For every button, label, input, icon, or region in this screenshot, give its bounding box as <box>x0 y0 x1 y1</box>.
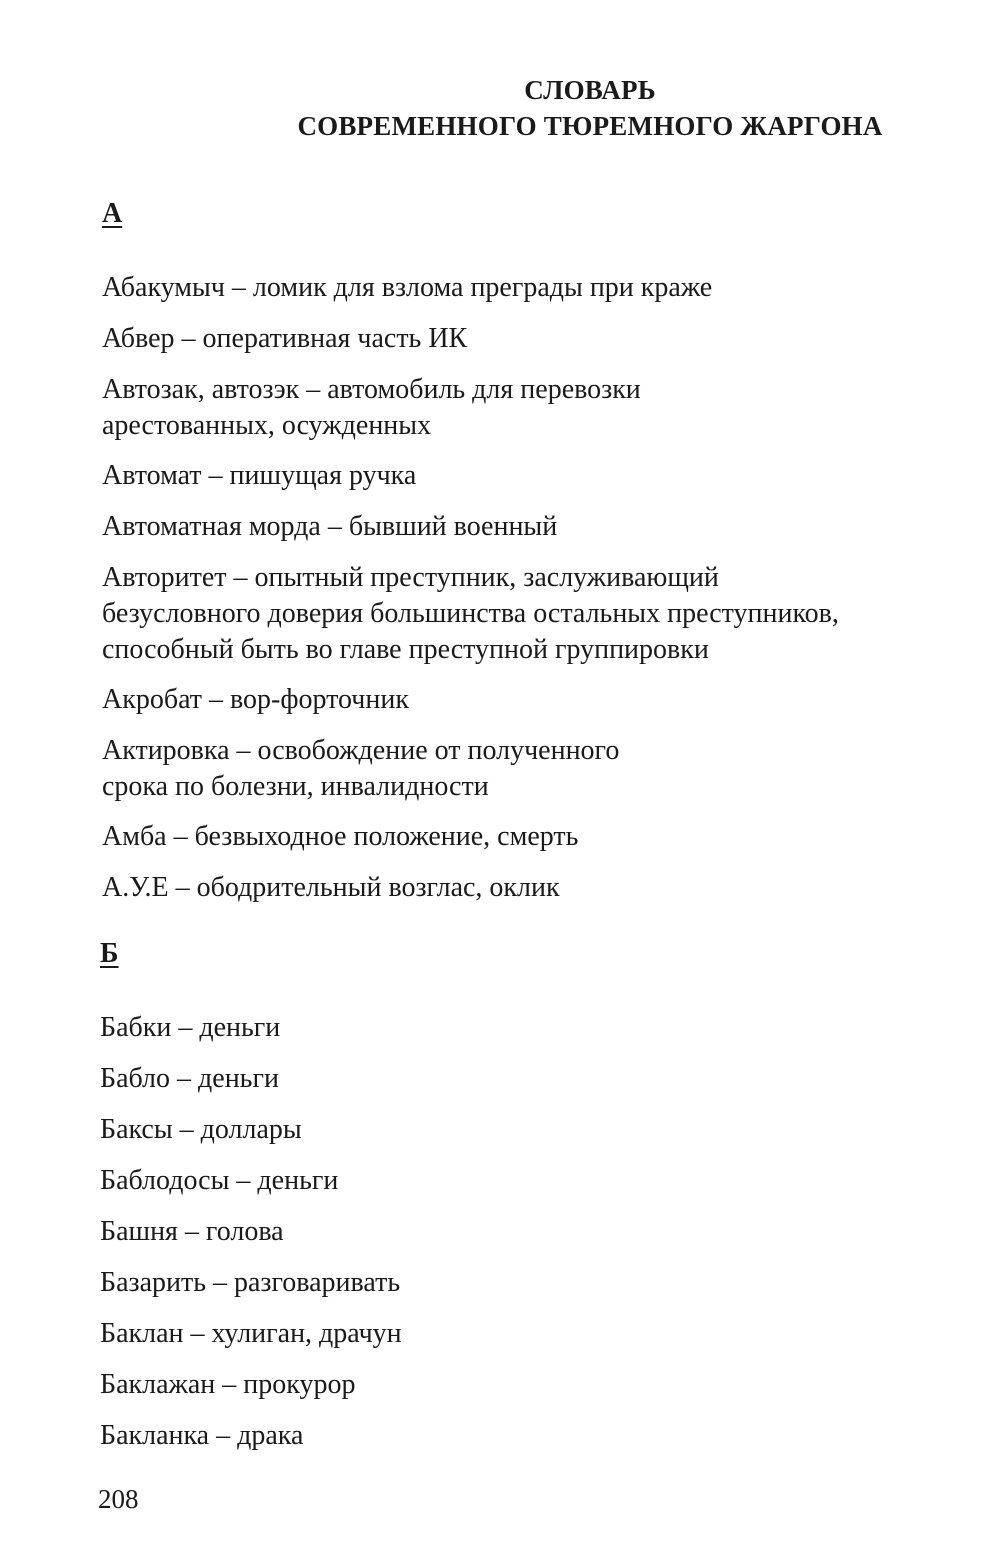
entry-abakumych <box>102 270 712 306</box>
entry-line: Абакумыч – ломик для взлома преграды при краже <box>102 272 713 303</box>
page-number: 208 <box>98 1484 139 1514</box>
entry-line: Автоматная морда – бывший военный <box>102 511 558 542</box>
entry-line: Башня – голова <box>100 1216 284 1247</box>
entry-line: способный быть во главе преступной группировки <box>102 634 709 665</box>
entry-akrobat <box>102 682 409 718</box>
entry-line: Бабло – деньги <box>100 1063 279 1094</box>
entry-avtomat <box>102 458 416 494</box>
entry-avtomatnaya-morda <box>102 509 557 545</box>
entry-aktirovka <box>102 733 619 805</box>
entry-abver <box>102 321 467 357</box>
title-line-1: СЛОВАРЬ <box>524 75 656 105</box>
entry-line: Базарить – разговаривать <box>100 1267 401 1298</box>
entry-bashnya <box>100 1214 284 1250</box>
entry-line: Авторитет – опытный преступник, заслуживающий <box>102 562 719 593</box>
entry-line: Бабки – деньги <box>100 1012 281 1043</box>
entry-line: Автозак, автозэк – автомобиль для перевозки <box>102 374 641 405</box>
entry-line: Акробат – вор-форточник <box>102 684 409 715</box>
entry-amba <box>102 819 578 855</box>
entry-line: Баклажан – прокурор <box>100 1369 356 1400</box>
section-heading-a: А <box>102 198 123 229</box>
entry-baksy <box>100 1112 302 1148</box>
entry-line: безусловного доверия большинства остальных преступников, <box>102 598 839 629</box>
entry-baklan <box>100 1316 402 1352</box>
entry-babki <box>100 1010 280 1046</box>
entry-line: Бакланка – драка <box>100 1420 304 1451</box>
entry-avtoritet <box>102 560 839 668</box>
entry-bazarit <box>100 1265 400 1301</box>
entry-line: срока по болезни, инвалидности <box>102 771 489 802</box>
entry-line: Баклан – хулиган, драчун <box>100 1318 402 1349</box>
entry-line: Баблодосы – деньги <box>100 1165 339 1196</box>
entry-line: Автомат – пишущая ручка <box>102 460 417 491</box>
entry-line: Абвер – оперативная часть ИК <box>102 323 468 354</box>
entry-baklanka <box>100 1418 303 1454</box>
entry-avtozak <box>102 372 641 444</box>
entry-bablodosy <box>100 1163 338 1199</box>
entry-line: Амба – безвыходное положение, смерть <box>102 821 579 852</box>
entry-line: А.У.Е – ободрительный возглас, оклик <box>102 872 560 903</box>
entry-aue <box>102 870 560 906</box>
entry-line: арестованных, осужденных <box>102 410 432 441</box>
entry-line: Актировка – освобождение от полученного <box>102 735 620 766</box>
title-line-2: СОВРЕМЕННОГО ТЮРЕМНОГО ЖАРГОНА <box>297 111 883 141</box>
entry-baklazhan <box>100 1367 355 1403</box>
section-heading-b: Б <box>100 938 119 969</box>
page-title <box>0 72 1000 144</box>
entry-bablo <box>100 1061 279 1097</box>
entry-line: Баксы – доллары <box>100 1114 302 1145</box>
